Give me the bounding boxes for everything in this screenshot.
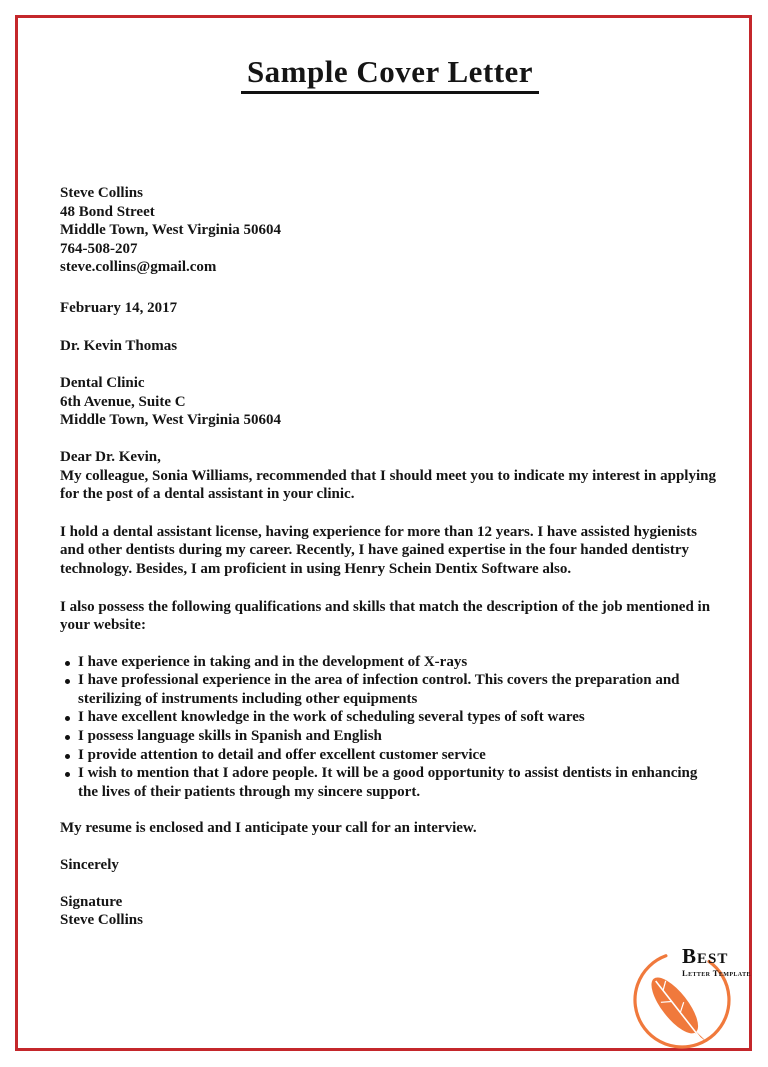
list-item-text: I have professional experience in the area of infection control. This covers the preparation and sterilizing of instruments including other equipments [78, 672, 680, 707]
letter-date: February 14, 2017 [60, 299, 178, 316]
sender-email: steve.collins@gmail.com [60, 259, 217, 276]
recipient-org: Dental Clinic [60, 375, 145, 392]
recipient-city: Middle Town, West Virginia 50604 [60, 412, 282, 429]
bullet-icon [60, 653, 78, 666]
list-item [78, 671, 720, 708]
bullet-icon [60, 746, 78, 759]
paragraph-experience: I hold a dental assistant license, having experience for more than 12 years. I have assisted hygienists and other dentists during my career. Recently, I have gained expertise in the four handed dentistry technology. Besides, I am proficient in using Henry Schein Dentix Software also. [60, 523, 697, 577]
recipient-street: 6th Avenue, Suite C [60, 393, 186, 410]
sender-name: Steve Collins [60, 185, 143, 201]
bullet-icon [60, 727, 78, 740]
signature-name: Steve Collins [60, 912, 143, 929]
greeting-block [60, 448, 720, 504]
list-item [78, 764, 720, 801]
page-title: Sample Cover Letter [241, 54, 539, 94]
salutation: Dear Dr. Kevin, [60, 448, 161, 465]
sender-block [60, 184, 720, 277]
bullet-icon [60, 764, 78, 777]
sender-street: 48 Bond Street [60, 203, 155, 220]
qualifications-list [60, 653, 720, 802]
brand-subtitle: Letter Template [682, 968, 751, 978]
sender-city: Middle Town, West Virginia 50604 [60, 222, 282, 239]
bullet-icon [60, 708, 78, 721]
brand-text [682, 946, 752, 978]
list-item [78, 653, 720, 672]
letter-content [60, 0, 720, 930]
paragraph-resume-note: My resume is enclosed and I anticipate your call for an interview. [60, 820, 477, 837]
paragraph-qualifications-lead: I also possess the following qualifications and skills that match the description of the job mentioned in your website: [60, 598, 711, 634]
recipient-name: Dr. Kevin Thomas [60, 337, 178, 354]
list-item-text: I have experience in taking and in the development of X-rays [78, 653, 468, 670]
signature-block [60, 893, 720, 930]
list-item [78, 727, 720, 746]
paragraph-intro: My colleague, Sonia Williams, recommended that I should meet you to indicate my interest in applying for the post of a dental assistant in your clinic. [60, 467, 716, 503]
sender-phone: 764-508-207 [60, 240, 138, 257]
list-item [78, 746, 720, 765]
list-item [78, 708, 720, 727]
list-item-text: I have excellent knowledge in the work of scheduling several types of soft wares [78, 709, 585, 726]
valediction: Sincerely [60, 857, 119, 874]
bullet-icon [60, 671, 78, 684]
brand-logo [630, 942, 752, 1054]
list-item-text: I provide attention to detail and offer excellent customer service [78, 746, 486, 763]
signature-label: Signature [60, 893, 123, 910]
brand-name: Best [682, 944, 729, 968]
recipient-address-block [60, 374, 720, 430]
list-item-text: I wish to mention that I adore people. It will be a good opportunity to assist dentists in enhancing the lives of their patients through my sincere support. [78, 765, 698, 800]
list-item-text: I possess language skills in Spanish and English [78, 728, 382, 745]
page-title-wrap [60, 54, 720, 94]
